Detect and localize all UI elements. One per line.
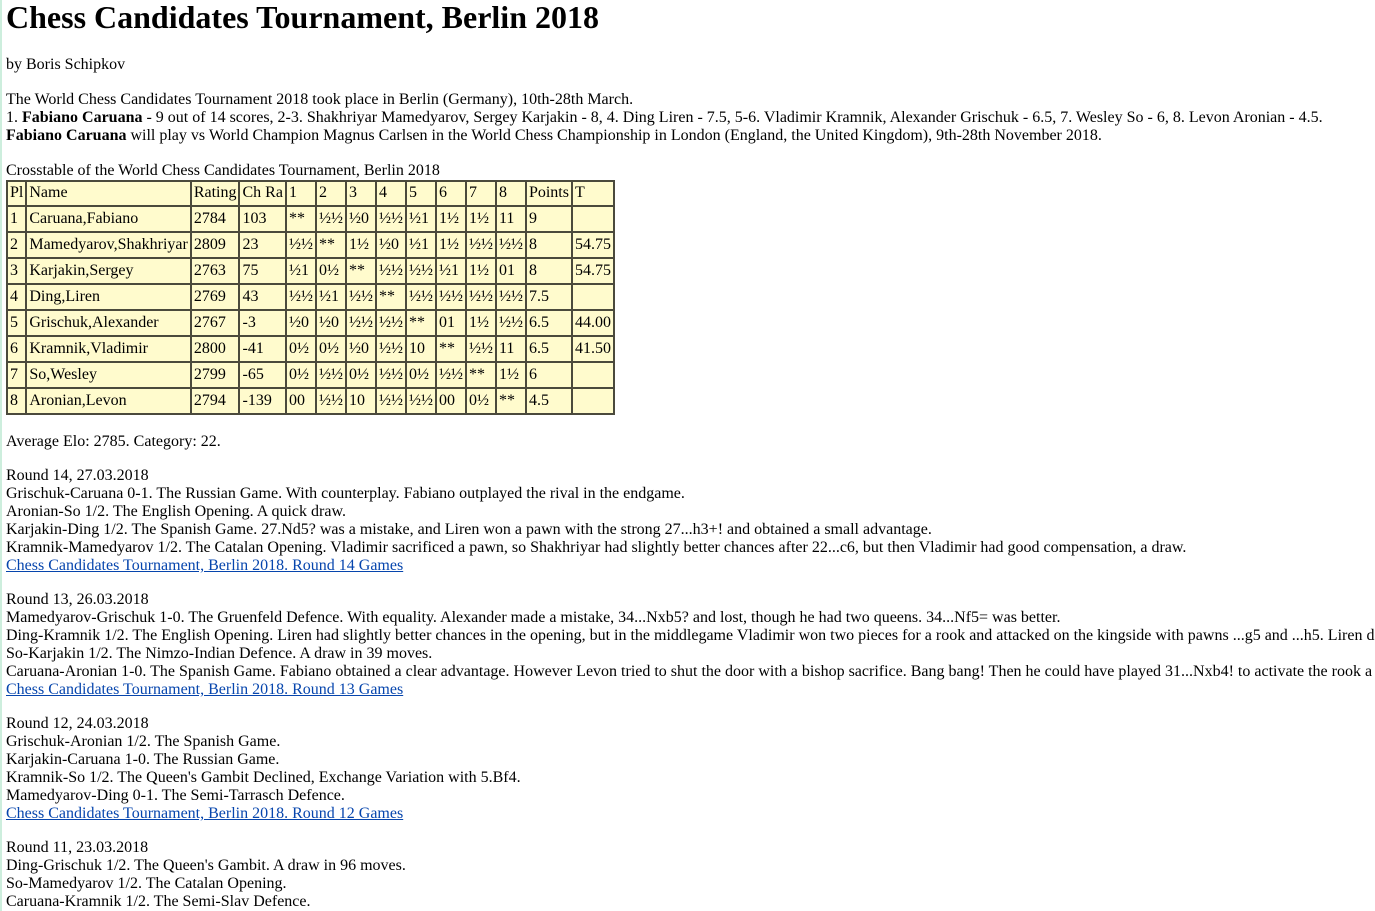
- table-cell: ½½: [286, 284, 316, 310]
- table-cell: -41: [239, 336, 285, 362]
- table-cell: **: [316, 232, 346, 258]
- table-cell: **: [406, 310, 436, 336]
- table-cell: 2767: [191, 310, 240, 336]
- table-cell: 6.5: [526, 336, 572, 362]
- table-cell: 6.5: [526, 310, 572, 336]
- table-cell: 2794: [191, 388, 240, 414]
- game-summary: Aronian-So 1/2. The English Opening. A quick draw.: [6, 503, 346, 520]
- table-cell: 11: [496, 206, 526, 232]
- table-cell: Grischuk,Alexander: [26, 310, 190, 336]
- crosstable-header-row: [7, 181, 614, 206]
- table-cell: 9: [526, 206, 572, 232]
- table-cell: **: [376, 284, 406, 310]
- table-cell: -65: [239, 362, 285, 388]
- crosstable-caption: Crosstable of the World Chess Candidates Tournament, Berlin 2018: [6, 162, 440, 179]
- table-cell: 1½: [436, 232, 466, 258]
- round-games-link-row: [6, 557, 1375, 575]
- table-cell: ½½: [496, 232, 526, 258]
- table-cell: [572, 362, 614, 388]
- table-row: [7, 362, 614, 388]
- table-cell: ½1: [406, 206, 436, 232]
- table-cell: ½1: [406, 232, 436, 258]
- table-cell: 1½: [496, 362, 526, 388]
- table-cell: Caruana,Fabiano: [26, 206, 190, 232]
- table-cell: 1½: [466, 258, 496, 284]
- crosstable-header-cell: 2: [316, 181, 346, 206]
- table-cell: ½0: [376, 232, 406, 258]
- intro-line-1: The World Chess Candidates Tournament 2018 took place in Berlin (Germany), 10th-28th March.: [6, 91, 634, 108]
- table-cell: ½0: [346, 206, 376, 232]
- crosstable-header-cell: Ch Ra: [239, 181, 285, 206]
- table-row: [7, 388, 614, 414]
- crosstable-header-cell: 7: [466, 181, 496, 206]
- intro-line-3-text: will play vs World Champion Magnus Carlsen in the World Chess Championship in London (England, the United Kingdom), 9th-28th November 2018.: [126, 127, 1102, 144]
- table-cell: 01: [436, 310, 466, 336]
- table-cell: ½½: [466, 284, 496, 310]
- average-elo: Average Elo: 2785. Category: 22.: [6, 433, 221, 450]
- table-cell: ½½: [316, 362, 346, 388]
- crosstable-body: [7, 206, 614, 414]
- table-cell: ½½: [286, 232, 316, 258]
- table-cell: ½0: [316, 310, 346, 336]
- crosstable-header-cell: T: [572, 181, 614, 206]
- table-cell: 1½: [436, 206, 466, 232]
- table-cell: ½½: [496, 284, 526, 310]
- table-cell: 1½: [466, 206, 496, 232]
- table-cell: 103: [239, 206, 285, 232]
- table-cell: 54.75: [572, 232, 614, 258]
- table-cell: 2769: [191, 284, 240, 310]
- table-cell: 01: [496, 258, 526, 284]
- table-cell: ½½: [376, 310, 406, 336]
- table-cell: 3: [7, 258, 26, 284]
- table-cell: 0½: [346, 362, 376, 388]
- table-cell: 2809: [191, 232, 240, 258]
- intro: [6, 91, 1375, 145]
- round-heading: Round 12, 24.03.2018: [6, 715, 149, 732]
- table-cell: 4.5: [526, 388, 572, 414]
- table-cell: 8: [526, 258, 572, 284]
- table-cell: ½½: [436, 362, 466, 388]
- winner-name: Fabiano Caruana: [22, 109, 143, 126]
- game-summary: Kramnik-So 1/2. The Queen's Gambit Declined, Exchange Variation with 5.Bf4.: [6, 769, 521, 786]
- table-cell: **: [466, 362, 496, 388]
- table-cell: 0½: [286, 362, 316, 388]
- table-cell: ½½: [376, 336, 406, 362]
- table-cell: 10: [346, 388, 376, 414]
- round-games-link[interactable]: Chess Candidates Tournament, Berlin 2018. Round 13 Games: [6, 681, 404, 698]
- table-cell: 0½: [466, 388, 496, 414]
- table-cell: ½½: [316, 388, 346, 414]
- game-summary: Grischuk-Caruana 0-1. The Russian Game. With counterplay. Fabiano outplayed the rival in the endgame.: [6, 485, 685, 502]
- table-cell: 1½: [466, 310, 496, 336]
- table-cell: 43: [239, 284, 285, 310]
- table-cell: 2: [7, 232, 26, 258]
- table-cell: 54.75: [572, 258, 614, 284]
- round-section: [6, 591, 1375, 699]
- table-cell: So,Wesley: [26, 362, 190, 388]
- table-cell: 5: [7, 310, 26, 336]
- table-cell: ½1: [286, 258, 316, 284]
- table-cell: 23: [239, 232, 285, 258]
- table-row: [7, 258, 614, 284]
- table-cell: ½1: [316, 284, 346, 310]
- crosstable-header-cell: Points: [526, 181, 572, 206]
- table-cell: 6: [7, 336, 26, 362]
- table-row: [7, 284, 614, 310]
- round-section: [6, 839, 1375, 911]
- table-cell: ½½: [466, 232, 496, 258]
- table-cell: ½½: [406, 258, 436, 284]
- round-section: [6, 715, 1375, 823]
- table-row: [7, 232, 614, 258]
- table-cell: ½½: [466, 336, 496, 362]
- round-heading: Round 13, 26.03.2018: [6, 591, 149, 608]
- table-cell: 7: [7, 362, 26, 388]
- table-cell: 8: [526, 232, 572, 258]
- table-cell: ½½: [316, 206, 346, 232]
- table-cell: 00: [286, 388, 316, 414]
- table-cell: [572, 206, 614, 232]
- table-cell: Mamedyarov,Shakhriyar: [26, 232, 190, 258]
- game-summary: Kramnik-Mamedyarov 1/2. The Catalan Opening. Vladimir sacrificed a pawn, so Shakhriyar had slightly better chances after 22...c6, but then Vladimir had good compensation, a draw.: [6, 539, 1187, 556]
- table-cell: 1: [7, 206, 26, 232]
- round-games-link-row: [6, 681, 1375, 699]
- left-edge-strip: [0, 0, 2, 911]
- game-summary: Karjakin-Caruana 1-0. The Russian Game.: [6, 751, 280, 768]
- table-cell: 2799: [191, 362, 240, 388]
- intro-line-3: [6, 127, 1375, 145]
- table-row: [7, 310, 614, 336]
- table-cell: [572, 388, 614, 414]
- crosstable-header-cell: 6: [436, 181, 466, 206]
- table-cell: 6: [526, 362, 572, 388]
- table-cell: ½½: [436, 284, 466, 310]
- crosstable-header-cell: Name: [26, 181, 190, 206]
- intro-line-2-text: - 9 out of 14 scores, 2-3. Shakhriyar Mamedyarov, Sergey Karjakin - 8, 4. Ding Liren - 7.5, 5-6. Vladimir Kramnik, Alexander Grischuk - 6.5, 7. Wesley So - 6, 8. Levon Aronian - 4.5.: [142, 109, 1323, 126]
- game-summary: Grischuk-Aronian 1/2. The Spanish Game.: [6, 733, 281, 750]
- round-section: [6, 467, 1375, 575]
- table-cell: 11: [496, 336, 526, 362]
- table-cell: 00: [436, 388, 466, 414]
- table-cell: ½½: [376, 258, 406, 284]
- table-cell: 2763: [191, 258, 240, 284]
- table-cell: ½1: [436, 258, 466, 284]
- table-cell: 0½: [286, 336, 316, 362]
- game-summary: Ding-Kramnik 1/2. The English Opening. Liren had slightly better chances in the opening, but in the middlegame Vladimir won two pieces for a rook and attacked on the kingside with pawns ...g5 and ...h5. Liren d: [6, 627, 1375, 644]
- article: [6, 0, 1375, 911]
- intro-line-2: [6, 109, 1375, 127]
- table-cell: **: [286, 206, 316, 232]
- crosstable-header-cell: 1: [286, 181, 316, 206]
- table-row: [7, 206, 614, 232]
- table-cell: 7.5: [526, 284, 572, 310]
- table-cell: 1½: [346, 232, 376, 258]
- game-summary: Ding-Grischuk 1/2. The Queen's Gambit. A draw in 96 moves.: [6, 857, 406, 874]
- table-cell: 0½: [316, 258, 346, 284]
- table-cell: ½½: [376, 362, 406, 388]
- table-cell: ½½: [496, 310, 526, 336]
- table-cell: 2800: [191, 336, 240, 362]
- table-cell: 4: [7, 284, 26, 310]
- table-cell: ½½: [376, 206, 406, 232]
- page-title: Chess Candidates Tournament, Berlin 2018: [6, 0, 599, 35]
- table-cell: 44.00: [572, 310, 614, 336]
- game-summary: So-Mamedyarov 1/2. The Catalan Opening.: [6, 875, 287, 892]
- table-cell: ½½: [346, 310, 376, 336]
- table-cell: ½½: [406, 388, 436, 414]
- byline: by Boris Schipkov: [6, 56, 126, 73]
- table-cell: Aronian,Levon: [26, 388, 190, 414]
- table-cell: 8: [7, 388, 26, 414]
- game-summary: Mamedyarov-Ding 0-1. The Semi-Tarrasch Defence.: [6, 787, 345, 804]
- game-summary: Karjakin-Ding 1/2. The Spanish Game. 27.Nd5? was a mistake, and Liren won a pawn with the strong 27...h3+! and obtained a small advantage.: [6, 521, 932, 538]
- crosstable-header-cell: 3: [346, 181, 376, 206]
- table-cell: ½½: [346, 284, 376, 310]
- table-cell: [572, 284, 614, 310]
- game-summary: Mamedyarov-Grischuk 1-0. The Gruenfeld Defence. With equality. Alexander made a mistake, 34...Nxb5? and lost, though he had two queens. 34...Nf5= was better.: [6, 609, 1061, 626]
- rounds-list: [6, 467, 1375, 911]
- game-summary: Caruana-Aronian 1-0. The Spanish Game. Fabiano obtained a clear advantage. However Levon tried to shut the door with a bishop sacrifice. Bang bang! Then he could have played 31...Nxb4! to activate the rook a: [6, 663, 1373, 680]
- table-cell: Kramnik,Vladimir: [26, 336, 190, 362]
- table-cell: -3: [239, 310, 285, 336]
- crosstable-header-cell: 8: [496, 181, 526, 206]
- round-games-link[interactable]: Chess Candidates Tournament, Berlin 2018. Round 14 Games: [6, 557, 404, 574]
- crosstable-header-cell: 5: [406, 181, 436, 206]
- table-cell: **: [346, 258, 376, 284]
- table-cell: -139: [239, 388, 285, 414]
- table-cell: 0½: [316, 336, 346, 362]
- table-cell: 2784: [191, 206, 240, 232]
- game-summary: So-Karjakin 1/2. The Nimzo-Indian Defence. A draw in 39 moves.: [6, 645, 433, 662]
- table-cell: **: [436, 336, 466, 362]
- round-games-link-row: [6, 805, 1375, 823]
- table-cell: Karjakin,Sergey: [26, 258, 190, 284]
- table-row: [7, 336, 614, 362]
- table-cell: ½0: [346, 336, 376, 362]
- winner-name-2: Fabiano Caruana: [6, 127, 127, 144]
- table-cell: **: [496, 388, 526, 414]
- table-cell: 0½: [406, 362, 436, 388]
- table-cell: Ding,Liren: [26, 284, 190, 310]
- table-cell: ½0: [286, 310, 316, 336]
- round-heading: Round 11, 23.03.2018: [6, 839, 149, 856]
- table-cell: ½½: [406, 284, 436, 310]
- crosstable-header-cell: Rating: [191, 181, 240, 206]
- crosstable-header-cell: Pl: [7, 181, 26, 206]
- crosstable: [6, 180, 615, 415]
- table-cell: ½½: [376, 388, 406, 414]
- round-games-link[interactable]: Chess Candidates Tournament, Berlin 2018. Round 12 Games: [6, 805, 404, 822]
- table-cell: 41.50: [572, 336, 614, 362]
- round-heading: Round 14, 27.03.2018: [6, 467, 149, 484]
- table-cell: 75: [239, 258, 285, 284]
- intro-line-2-prefix: 1.: [6, 109, 22, 126]
- game-summary: Caruana-Kramnik 1/2. The Semi-Slav Defence.: [6, 893, 311, 910]
- table-cell: 10: [406, 336, 436, 362]
- crosstable-header-cell: 4: [376, 181, 406, 206]
